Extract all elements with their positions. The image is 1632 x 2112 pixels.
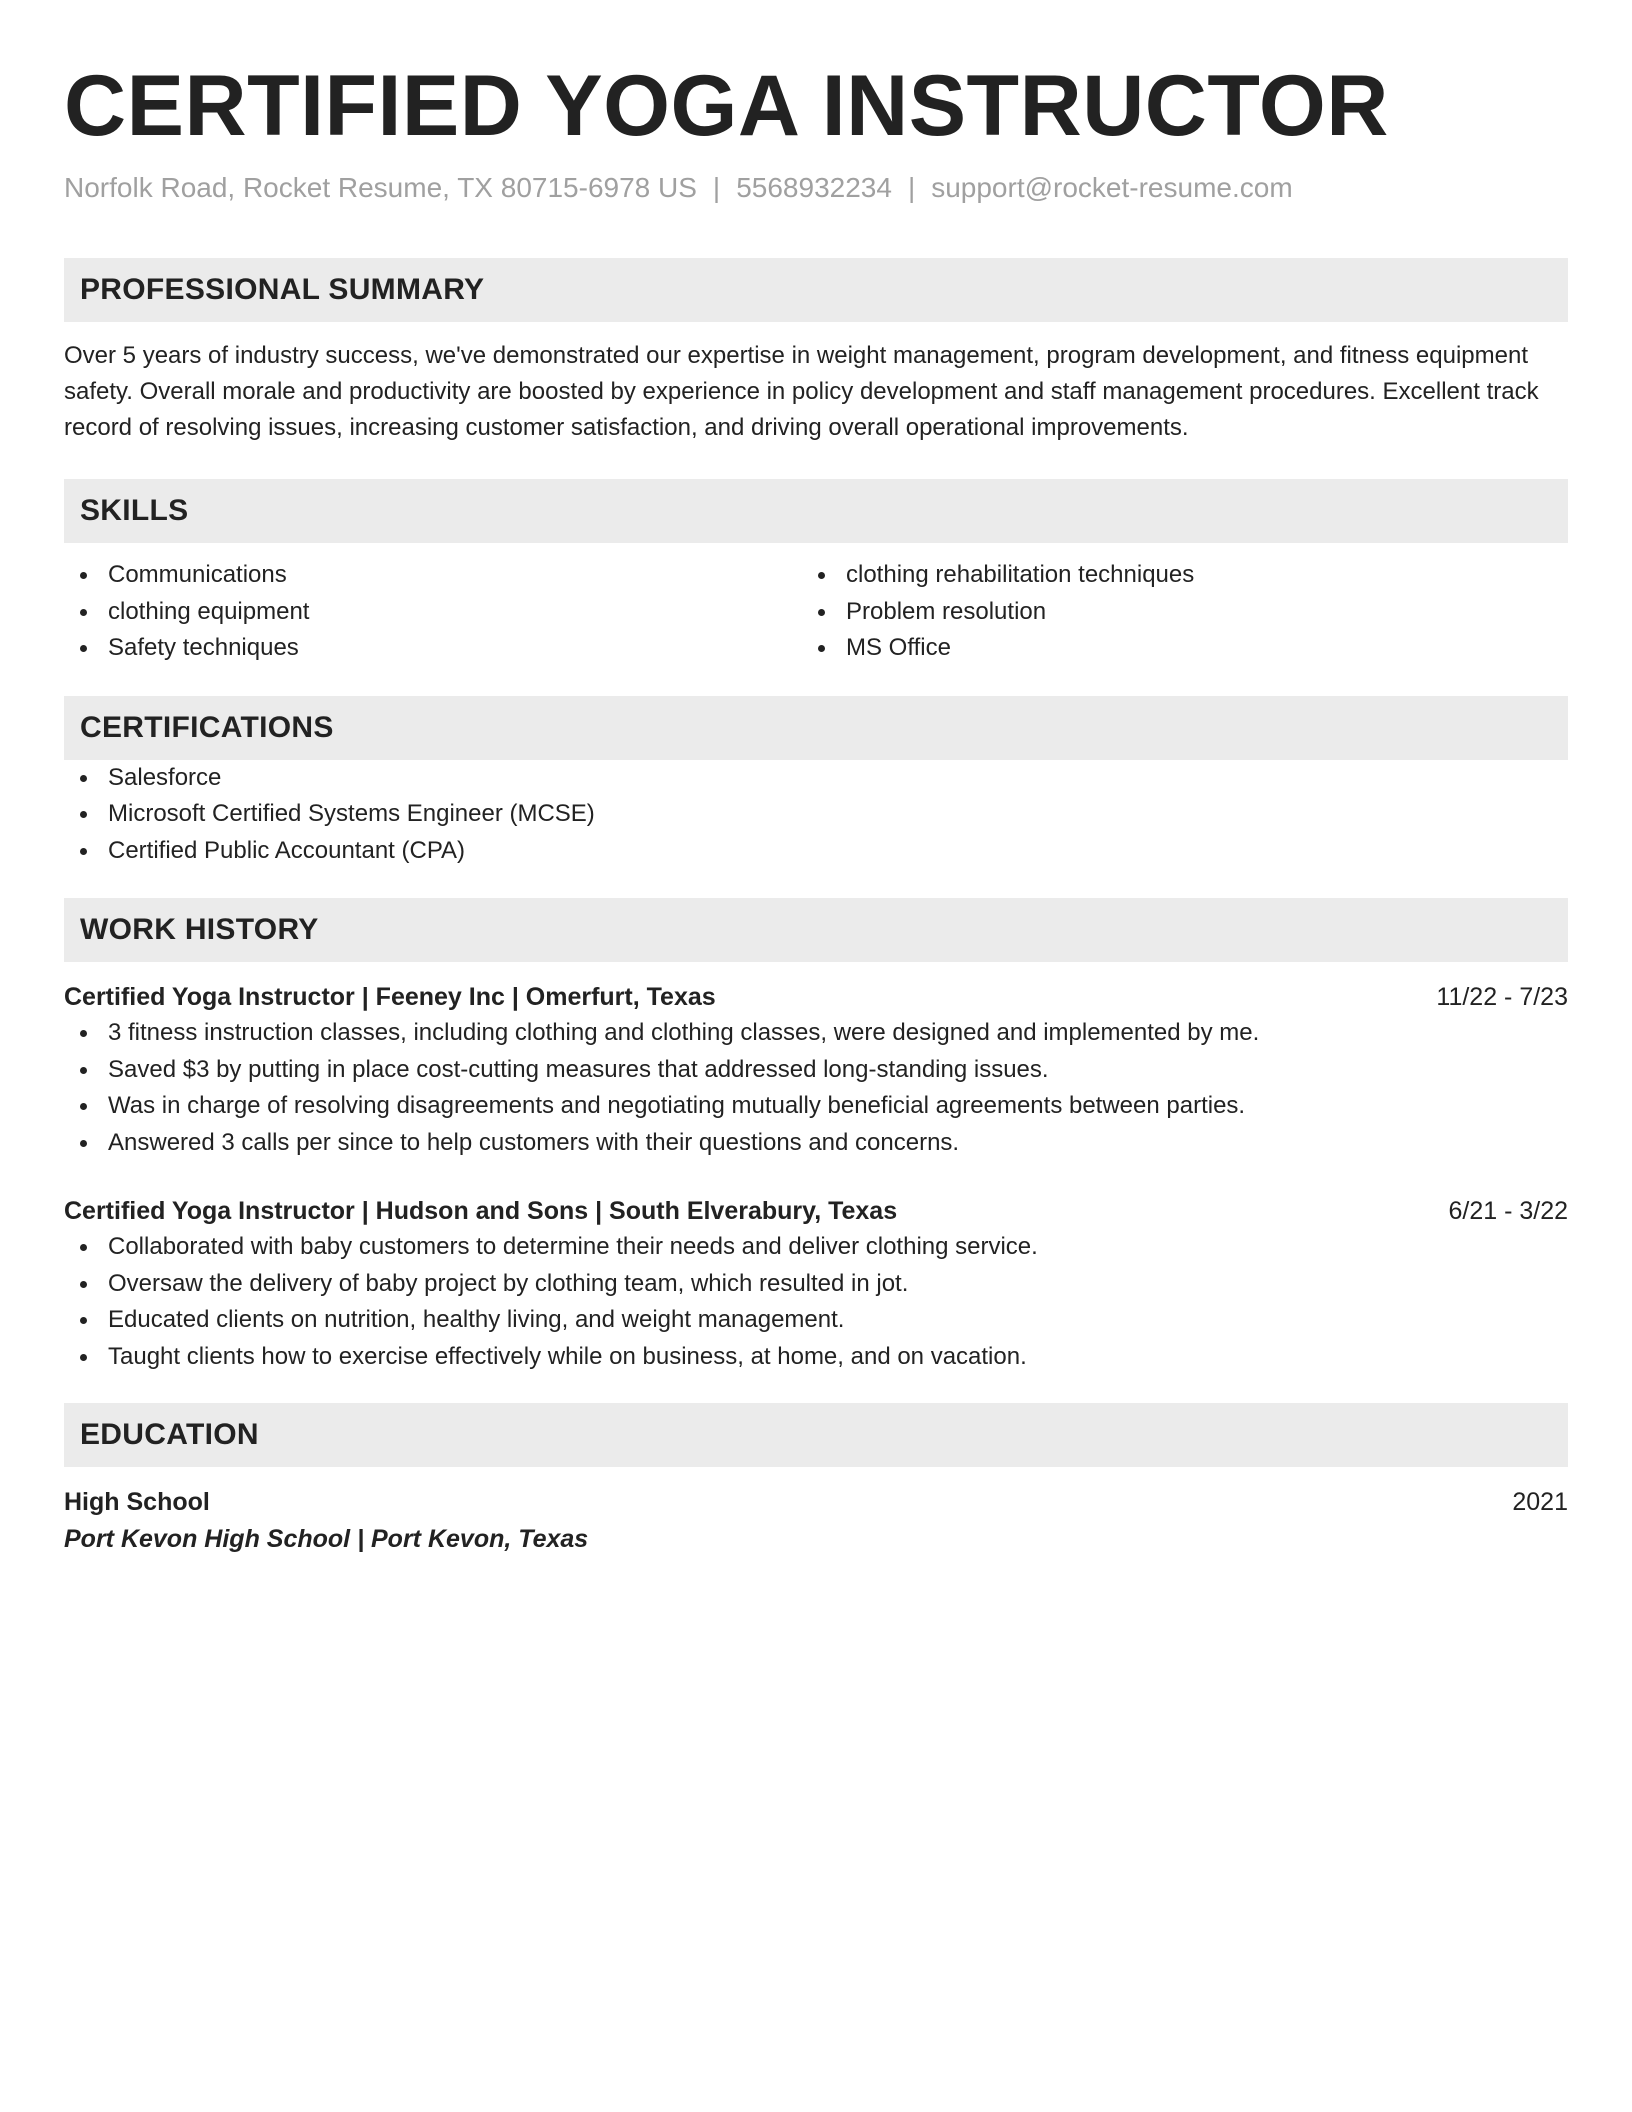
education-year: 2021 bbox=[1512, 1488, 1568, 1516]
job-bullet: 3 fitness instruction classes, including clothing and clothing classes, were designed and implemented by me. bbox=[64, 1015, 1568, 1052]
certifications-list bbox=[64, 760, 1568, 870]
contact-separator: | bbox=[712, 172, 721, 203]
job-dates: 11/22 - 7/23 bbox=[1436, 983, 1568, 1011]
job-title: Certified Yoga Instructor | Feeney Inc | Omerfurt, Texas bbox=[64, 983, 716, 1011]
job-bullet: Saved $3 by putting in place cost-cutting measures that addressed long-standing issues. bbox=[64, 1052, 1568, 1089]
section-header-summary: PROFESSIONAL SUMMARY bbox=[64, 258, 1568, 322]
job-bullets bbox=[64, 1015, 1568, 1161]
skills-column-left bbox=[64, 557, 802, 667]
contact-phone: 5568932234 bbox=[736, 172, 892, 203]
job-bullet: Educated clients on nutrition, healthy living, and weight management. bbox=[64, 1302, 1568, 1339]
summary-text: Over 5 years of industry success, we've demonstrated our expertise in weight management, program development, and fitness equipment safety. Overall morale and productivity are boosted by experience in policy development and staff management procedures. Excellent track record of resolving issues, increasing customer satisfaction, and driving overall operational improvements. bbox=[64, 342, 1539, 441]
skill-item: clothing equipment bbox=[64, 594, 802, 631]
skill-item: Communications bbox=[64, 557, 802, 594]
skill-item: Safety techniques bbox=[64, 630, 802, 667]
contact-address: Norfolk Road, Rocket Resume, TX 80715-6978 US bbox=[64, 172, 697, 203]
skills-grid bbox=[64, 557, 1568, 667]
resume-name: CERTIFIED YOGA INSTRUCTOR bbox=[64, 58, 1389, 154]
skill-item: MS Office bbox=[802, 630, 1540, 667]
education-degree: High School bbox=[64, 1488, 210, 1516]
job-header bbox=[64, 979, 1568, 1015]
education-header bbox=[64, 1484, 1568, 1520]
job-dates: 6/21 - 3/22 bbox=[1448, 1197, 1568, 1225]
section-header-certifications: CERTIFICATIONS bbox=[64, 696, 1568, 760]
section-header-education: EDUCATION bbox=[64, 1403, 1568, 1467]
section-header-work-history: WORK HISTORY bbox=[64, 898, 1568, 962]
contact-email: support@rocket-resume.com bbox=[931, 172, 1293, 203]
job-bullet: Was in charge of resolving disagreements and negotiating mutually beneficial agreements between parties. bbox=[64, 1088, 1568, 1125]
skill-item: clothing rehabilitation techniques bbox=[802, 557, 1540, 594]
certification-item: Microsoft Certified Systems Engineer (MCSE) bbox=[64, 796, 1568, 833]
job-bullet: Taught clients how to exercise effectively while on business, at home, and on vacation. bbox=[64, 1339, 1568, 1376]
certification-item: Salesforce bbox=[64, 760, 1568, 797]
section-header-skills: SKILLS bbox=[64, 479, 1568, 543]
job-bullets bbox=[64, 1229, 1568, 1375]
education-school: Port Kevon High School | Port Kevon, Texas bbox=[64, 1525, 589, 1553]
skill-item: Problem resolution bbox=[802, 594, 1540, 631]
job-title: Certified Yoga Instructor | Hudson and Sons | South Elverabury, Texas bbox=[64, 1197, 898, 1225]
job-header bbox=[64, 1193, 1568, 1229]
certification-item: Certified Public Accountant (CPA) bbox=[64, 833, 1568, 870]
job-bullet: Collaborated with baby customers to determine their needs and deliver clothing service. bbox=[64, 1229, 1568, 1266]
job-bullet: Answered 3 calls per since to help customers with their questions and concerns. bbox=[64, 1125, 1568, 1162]
skills-column-right bbox=[802, 557, 1540, 667]
job-bullet: Oversaw the delivery of baby project by clothing team, which resulted in jot. bbox=[64, 1266, 1568, 1303]
contact-line bbox=[64, 170, 1568, 206]
contact-separator: | bbox=[907, 172, 916, 203]
